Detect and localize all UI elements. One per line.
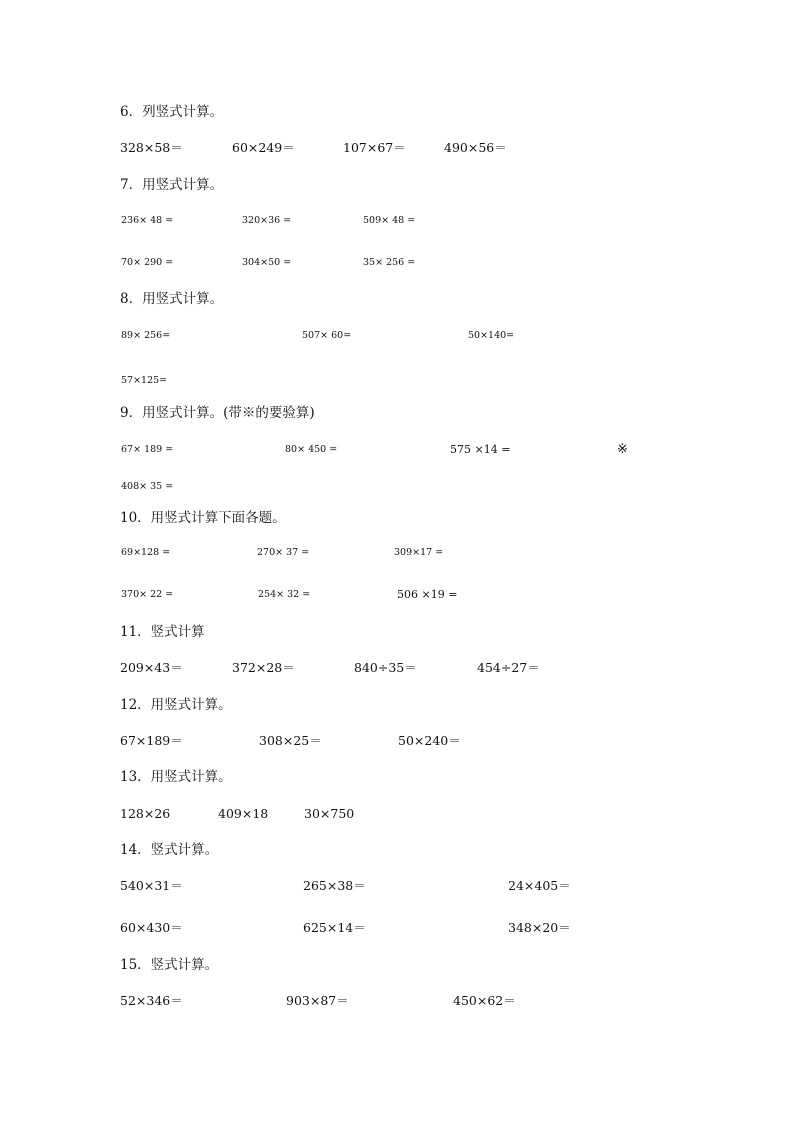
question-9-row-2 <box>0 479 794 499</box>
problem: 507× 60= <box>302 330 352 341</box>
question-7-row-2 <box>0 255 794 275</box>
problem: 236× 48 = <box>121 215 174 226</box>
question-10-row-1 <box>0 545 794 565</box>
problem: 70× 290 = <box>121 257 174 268</box>
question-6-title: 6．列竖式计算。 <box>120 104 224 120</box>
question-15-title: 15．竖式计算。 <box>120 957 219 973</box>
question-8-row-2 <box>0 373 794 393</box>
problem: 52×346＝ <box>120 993 183 1008</box>
problem: 107×67＝ <box>343 140 406 155</box>
question-7-title: 7．用竖式计算。 <box>120 177 224 193</box>
problem: 89× 256= <box>121 330 171 341</box>
question-15-row <box>0 993 794 1013</box>
problem: 60×430＝ <box>120 920 183 935</box>
problem: 408× 35 = <box>121 481 174 492</box>
problem: 304×50 = <box>242 257 292 268</box>
problem: 840÷35＝ <box>354 660 417 675</box>
problem: 265×38＝ <box>303 878 366 893</box>
problem: 540×31＝ <box>120 878 183 893</box>
question-13-title: 13．用竖式计算。 <box>120 769 232 785</box>
problem: 209×43＝ <box>120 660 183 675</box>
problem: 372×28＝ <box>232 660 295 675</box>
question-12-row <box>0 733 794 753</box>
problem: 30×750 <box>304 806 355 821</box>
question-14-row-1 <box>0 878 794 898</box>
problem: 35× 256 = <box>363 257 416 268</box>
problem: 370× 22 = <box>121 589 174 600</box>
problem: 270× 37 = <box>257 547 310 558</box>
problem: 320×36 = <box>242 215 292 226</box>
problem: 450×62＝ <box>453 993 516 1008</box>
problem: 490×56＝ <box>444 140 507 155</box>
question-11-title: 11．竖式计算 <box>120 624 205 640</box>
problem: 328×58＝ <box>120 140 183 155</box>
problem: 50×240＝ <box>398 733 461 748</box>
question-9-title: 9．用竖式计算。(带※的要验算) <box>120 405 315 421</box>
problem: 67× 189 = <box>121 444 174 455</box>
problem: 24×405＝ <box>508 878 571 893</box>
verify-mark: ※ <box>617 442 628 457</box>
question-8-row-1 <box>0 328 794 348</box>
question-9-row-1 <box>0 442 794 462</box>
problem: 80× 450 = <box>285 444 338 455</box>
problem: 67×189＝ <box>120 733 183 748</box>
question-14-title: 14．竖式计算。 <box>120 842 219 858</box>
problem: 69×128 = <box>121 547 171 558</box>
question-6-row <box>0 140 794 160</box>
problem: 50×140= <box>468 330 515 341</box>
question-7-row-1 <box>0 213 794 233</box>
problem: 625×14＝ <box>303 920 366 935</box>
question-13-row <box>0 806 794 826</box>
problem: 57×125= <box>121 375 168 386</box>
problem: 506 ×19 = <box>397 588 458 601</box>
problem: 575 ×14 = <box>450 443 511 456</box>
question-10-title: 10．用竖式计算下面各题。 <box>120 510 286 526</box>
problem: 60×249＝ <box>232 140 295 155</box>
problem: 454÷27＝ <box>477 660 540 675</box>
problem: 308×25＝ <box>259 733 322 748</box>
question-12-title: 12．用竖式计算。 <box>120 697 232 713</box>
problem: 348×20＝ <box>508 920 571 935</box>
problem: 903×87＝ <box>286 993 349 1008</box>
problem: 128×26 <box>120 806 171 821</box>
question-8-title: 8．用竖式计算。 <box>120 291 224 307</box>
problem: 409×18 <box>218 806 269 821</box>
problem: 309×17 = <box>394 547 444 558</box>
question-10-row-2 <box>0 587 794 607</box>
problem: 254× 32 = <box>258 589 311 600</box>
question-11-row <box>0 660 794 680</box>
question-14-row-2 <box>0 920 794 940</box>
problem: 509× 48 = <box>363 215 416 226</box>
